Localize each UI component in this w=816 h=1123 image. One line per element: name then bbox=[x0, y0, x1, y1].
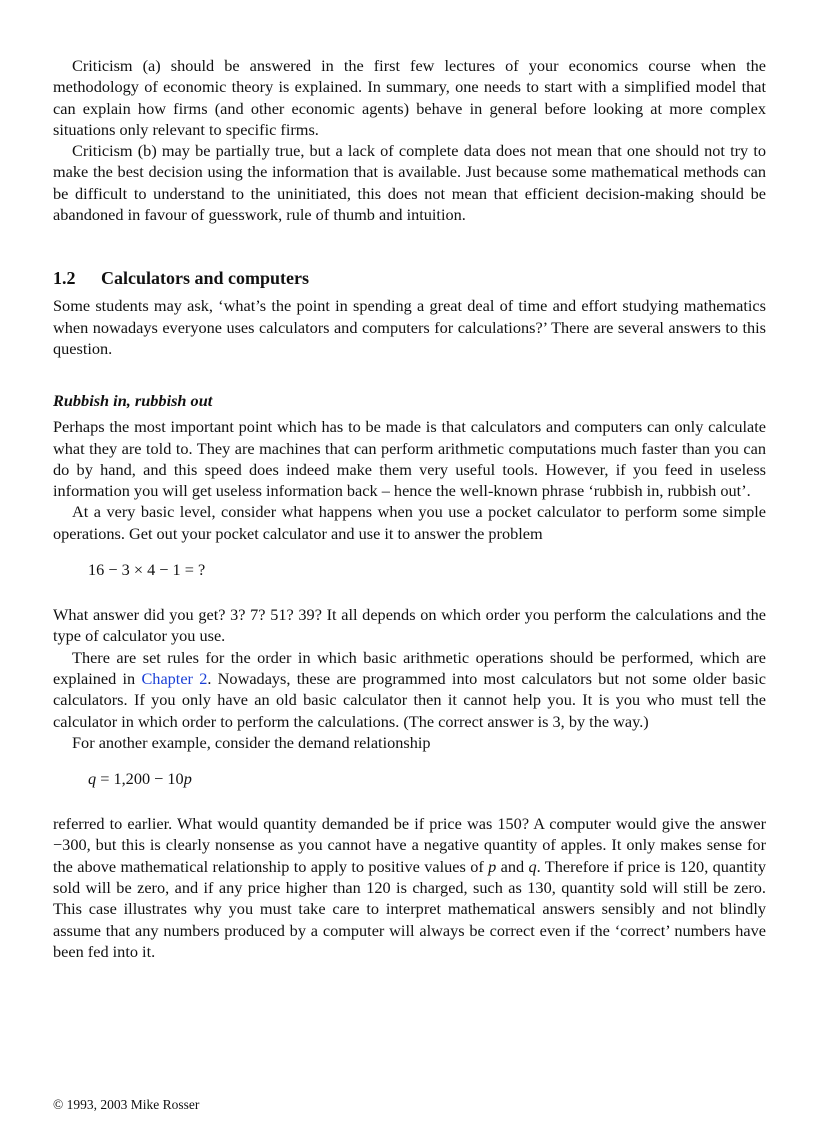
paragraph-answer: What answer did you get? 3? 7? 51? 39? It all depends on which order you perform the calculations and the type of calculator you use. bbox=[53, 605, 766, 646]
page-body bbox=[53, 55, 766, 962]
paragraph-closing bbox=[53, 813, 766, 962]
paragraph-rules bbox=[53, 647, 766, 732]
closing-part-1: referred to earlier. What would quantity demanded be if price was 150? A computer would give the answer −300, but this is clearly nonsense as you cannot have a negative quantity of apples. It only makes sense for the above mathematical relationship to apply to positive values of bbox=[53, 814, 766, 876]
copyright-footer: © 1993, 2003 Mike Rosser bbox=[53, 1097, 200, 1112]
rules-text-after: . Nowadays, these are programmed into most calculators but not some older basic calculators. If you only have an old basic calculator then it cannot help you. It is you who must tell the calculator in which order to perform the calculations. (The correct answer is 3, by the way.) bbox=[53, 668, 766, 731]
paragraph-criticism-b: Criticism (b) may be partially true, but a lack of complete data does not mean that one should not try to make the best decision using the information that is available. Just because some mathematical methods can be difficult to understand to the uninitiated, this does not mean that efficient decision-making should be abandoned in favour of guesswork, rule of thumb and intuition. bbox=[53, 141, 766, 225]
paragraph-section-intro: Some students may ask, ‘what’s the point in spending a great deal of time and effort studying mathematics when nowadays everyone uses calculators and computers for calculations?’ There are several answers to this question. bbox=[53, 296, 766, 358]
equation-var-p: p bbox=[183, 769, 192, 789]
equation-var-q: q bbox=[88, 769, 97, 789]
paragraph-rubbish-2: At a very basic level, consider what happens when you use a pocket calculator to perform some simple operations. Get out your pocket calculator and use it to answer the problem bbox=[53, 502, 766, 543]
closing-part-3: . Therefore if price is 120, quantity sold will be zero, and if any price higher than 120 is charged, such as 130, quantity sold will still be zero. This case illustrates why you must take care to interpret mathematical answers sensibly and not blindly assume that any numbers produced by a computer will always be correct even if the ‘correct’ numbers have been fed into it. bbox=[53, 856, 766, 961]
section-number: 1.2 bbox=[53, 268, 76, 289]
closing-part-2: and bbox=[496, 856, 529, 876]
closing-var-p: p bbox=[488, 856, 497, 876]
paragraph-rubbish-1: Perhaps the most important point which has to be made is that calculators and computers can only calculate what they are told to. They are machines that can perform arithmetic computations much faster than you can do by hand, and this speed does indeed make them very useful tools. However, if you feed in useless information you will get useless information back – hence the well-known phrase ‘rubbish in, rubbish out’. bbox=[53, 417, 766, 501]
closing-var-q: q bbox=[528, 856, 537, 876]
chapter-2-link[interactable]: Chapter 2 bbox=[141, 668, 208, 688]
equation-arithmetic: 16 − 3 × 4 − 1 = ? bbox=[88, 560, 206, 580]
equation-demand bbox=[88, 768, 766, 790]
subsection-heading: Rubbish in, rubbish out bbox=[53, 391, 213, 411]
rules-text-before: There are set rules for the order in which basic arithmetic operations should be performed, which are explained in bbox=[53, 647, 766, 688]
section-title: Calculators and computers bbox=[101, 268, 309, 289]
section-heading bbox=[53, 267, 766, 289]
equation-middle: = 1,200 − 10 bbox=[96, 769, 184, 789]
paragraph-criticism-a: Criticism (a) should be answered in the first few lectures of your economics course when the methodology of economic theory is explained. In summary, one needs to start with a simplified model that can explain how firms (and other economic agents) behave in general before looking at more complex situations only relevant to specific firms. bbox=[53, 56, 766, 139]
paragraph-demand-intro: For another example, consider the demand relationship bbox=[72, 732, 431, 752]
